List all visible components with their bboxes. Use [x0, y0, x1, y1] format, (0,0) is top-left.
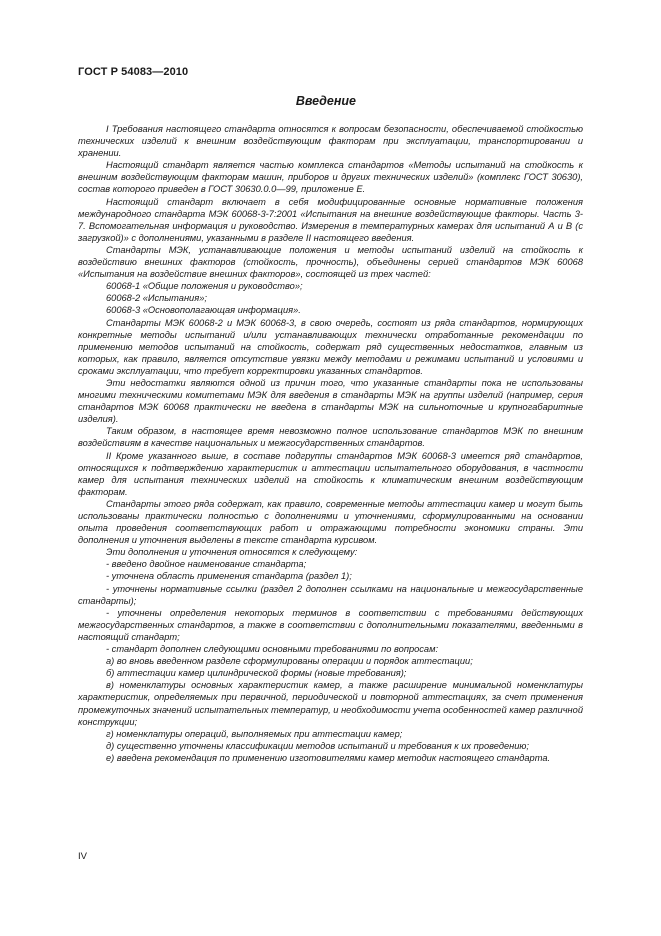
list-item: - уточнены нормативные ссылки (раздел 2 дополнен ссылками на национальные и межгосударственные стандарты); — [78, 583, 583, 606]
list-item: е) введена рекомендация по применению изготовителями камер методик настоящего стандарта. — [106, 752, 551, 763]
list-item: а) во вновь введенном разделе сформулированы операции и порядок аттестации; — [106, 656, 473, 667]
standard-code-header: ГОСТ Р 54083—2010 — [78, 66, 189, 78]
paragraph: Стандарты этого ряда содержат, как правило, современные методы аттестации камер и могут быть использованы практически полностью с дополнениями и уточнениями, сформулированными на основании опыта проведения соответствующих работ и отражающими потребности экономики страны. Эти дополнения и уточнения выделены в тексте стандарта курсивом. — [78, 498, 583, 546]
paragraph: Эти недостатки являются одной из причин того, что указанные стандарты пока не использованы многими техническими комитетами МЭК для введения в стандарты МЭК на группы изделий (например, серия стандартов МЭК 60068 практически не введена в стандарты МЭК на сильноточные и крупногабаритные изделия). — [78, 377, 583, 425]
introduction-body — [78, 123, 583, 764]
list-item: 60068-1 «Общие положения и руководство»; — [106, 281, 303, 292]
paragraph: Таким образом, в настоящее время невозможно полное использование стандартов МЭК по внешним воздействиям в качестве национальных и межгосударственных стандартов. — [78, 426, 583, 449]
list-item: - уточнена область применения стандарта (раздел 1); — [106, 571, 352, 582]
list-item: д) существенно уточнены классификации методов испытаний и требования к их проведению; — [106, 740, 529, 751]
list-item: б) аттестации камер цилиндрической формы (новые требования); — [106, 668, 407, 679]
section-title — [78, 94, 583, 108]
paragraph: Настоящий стандарт включает в себя модифицированные основные нормативные положения международного стандарта МЭК 60068-3-7:2001 «Испытания на внешние воздействующие факторы. Часть 3-7. Вспомогательная информация и руководство. Измерения в температурных камерах для испытаний А и В (с загрузкой)» с дополнениями, указанными в разделе II настоящего введения. — [78, 196, 583, 243]
paragraph: Эти дополнения и уточнения относятся к следующему: — [106, 547, 358, 558]
list-item: 60068-3 «Основополагающая информация». — [106, 305, 301, 316]
paragraph: Стандарты МЭК, устанавливающие положения и методы испытаний изделий на стойкость к воздействию внешних факторов (стойкость, прочность), объединены серией стандартов МЭК 60068 «Испытания на воздействие внешних факторов», состоящей из трех частей: — [78, 244, 583, 280]
list-item: - стандарт дополнен следующими основными требованиями по вопросам: — [106, 644, 439, 655]
list-item: 60068-2 «Испытания»; — [106, 293, 207, 304]
paragraph: Настоящий стандарт является частью комплекса стандартов «Методы испытаний на стойкость к внешним воздействующим факторам машин, приборов и других технических изделий» (комплекс ГОСТ 30630), состав которого приведен в ГОСТ 30630.0.0—99, приложение Е. — [78, 160, 583, 195]
paragraph: II Кроме указанного выше, в составе подгруппы стандартов МЭК 60068-3 имеется ряд стандартов, относящихся к подтверждению характеристик и аттестации испытательного оборудования, в частности камер для испытания технических изделий на стойкость к климатическим внешним воздействующим факторам. — [78, 450, 583, 497]
list-item: - введено двойное наименование стандарта; — [106, 559, 307, 570]
paragraph: I Требования настоящего стандарта относятся к вопросам безопасности, обеспечиваемой стойкостью технических изделий к внешним воздействующим факторам при эксплуатации, транспортировании и хранении. — [78, 124, 583, 159]
list-item: в) номенклатуры основных характеристик камер, а также расширение минимальной номенклатуры характеристик, определяемых при первичной, периодической и повторной аттестациях, за счет применения промежуточных значений испытательных температур, и необходимости учета особенностей камер различной конструкции; — [78, 680, 583, 727]
paragraph: Стандарты МЭК 60068-2 и МЭК 60068-3, в свою очередь, состоят из ряда стандартов, нормирующих конкретные методы испытаний и/или устанавливающих технически отработанные рекомендации по применению методов испытаний на стойкость, содержат ряд существенных недостатков, главным из которых, как правило, является отсутствие увязки между методами и режимами испытаний и условиями и сроками эксплуатации, что требует корректировки указанных стандартов. — [78, 317, 583, 376]
section-title-text: Введение — [295, 94, 356, 108]
list-item: - уточнены определения некоторых терминов в соответствии с требованиями действующих межгосударственных стандартов, а также в соответствии с дополнительными показателями, введенными в настоящий стандарт; — [78, 607, 583, 642]
page-number: IV — [78, 851, 87, 862]
list-item: г) номенклатуры операций, выполняемых при аттестации камер; — [106, 728, 403, 739]
